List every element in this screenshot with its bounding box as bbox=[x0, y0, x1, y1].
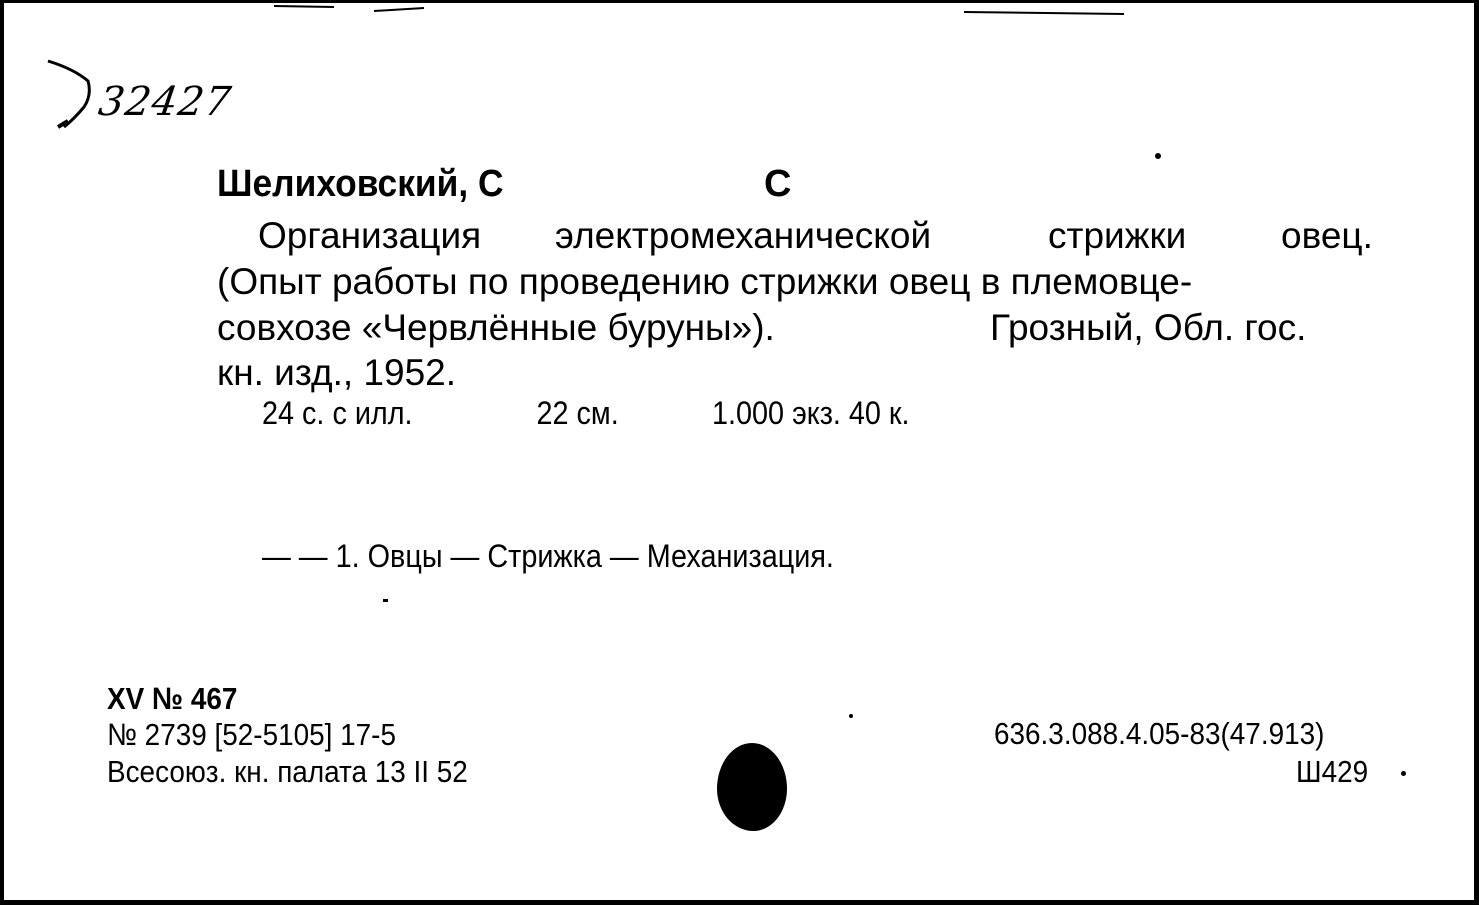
title-word: стрижки bbox=[1048, 215, 1187, 256]
title-line-4: кн. изд., 1952. bbox=[217, 352, 457, 393]
title-word: Организация bbox=[258, 215, 482, 256]
title-line-3 bbox=[217, 307, 1307, 349]
ink-speck bbox=[1155, 153, 1161, 159]
title-word: электромеханической bbox=[555, 215, 932, 256]
page-count: 24 с. с илл. bbox=[262, 395, 413, 431]
footer-register-number: XV № 467 bbox=[107, 681, 238, 716]
ink-speck bbox=[383, 599, 388, 602]
publisher-segment: Грозный, Обл. гос. bbox=[990, 307, 1307, 348]
subject-headings: — — 1. Овцы — Стрижка — Механизация. bbox=[262, 538, 834, 574]
ink-speck bbox=[849, 714, 853, 718]
udc-classification: 636.3.088.4.05-83(47.913) bbox=[994, 716, 1325, 751]
footer-order-number: № 2739 [52-5105] 17-5 bbox=[107, 717, 396, 752]
title-line-1 bbox=[258, 215, 1373, 257]
author-name: Шелиховский, С bbox=[217, 163, 504, 205]
footer-chamber-date: Всесоюз. кн. палата 13 II 52 bbox=[107, 754, 468, 789]
accession-number: 32427 bbox=[95, 79, 235, 125]
book-size: 22 см. bbox=[536, 395, 619, 431]
ink-speck bbox=[1401, 771, 1406, 776]
title-segment: совхозе «Червлённые буруны»). bbox=[217, 307, 775, 348]
punch-hole bbox=[717, 743, 787, 831]
copies-price: 1.000 экз. 40 к. bbox=[712, 395, 910, 431]
scan-edge-artifact bbox=[4, 3, 1479, 15]
title-word: овец. bbox=[1281, 215, 1373, 256]
author-initial: С bbox=[764, 163, 792, 205]
shelf-code: Ш429 bbox=[1296, 754, 1369, 789]
title-line-2: (Опыт работы по проведению стрижки овец в племовце- bbox=[217, 261, 1193, 302]
